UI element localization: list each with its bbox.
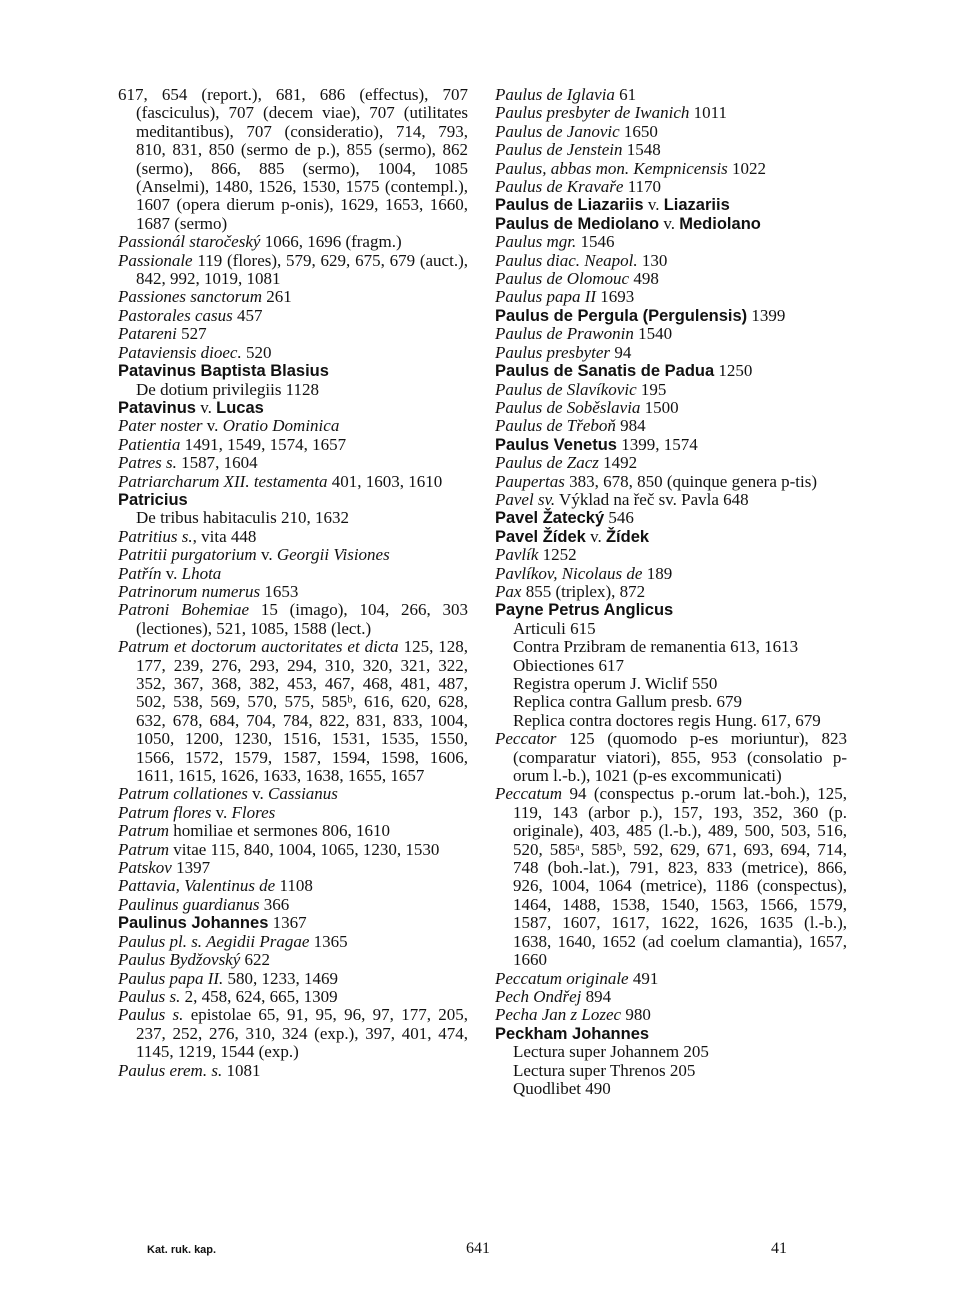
entry-text: Peccatum (495, 784, 563, 804)
entry-text: 894 (581, 986, 612, 1006)
entry-text: Pech Ondřej (495, 986, 582, 1006)
entry-text: 15 (imago), 104, 266, 303 (lectiones), 521, 1085, 1588 (lect.) (136, 600, 468, 638)
index-entry (118, 344, 468, 362)
index-subentries (495, 1043, 847, 1098)
index-entry (118, 454, 468, 472)
entry-text: 94 (conspectus p.-orum lat.-boh.), 125, 119, 143 (arbor p.), 157, 193, 352, 360 (p. originale), 403, 485 (l.-b.), 489, 500, 503, 516, 520, 585ᵃ, 585ᵇ, 592, 629, 671, 693, 694, 714, 748 (boh.-lat.), 791, 823, 833 (metrice), 866, 926, 1004, 1064 (metrice), 1186 (conspectus), 1464, 1488, 1538, 1540, 1563, 1566, 1579, 1587, 1607, 1617, 1622, 1626, 1635 (l.-b.), 1638, 1640, 1652 (ad coelum clamantia), 1657, 1660 (513, 784, 847, 970)
index-entry (495, 436, 847, 454)
entry-text: Paulus diac. Neapol. (495, 250, 638, 270)
entry-text: 1252 (538, 545, 577, 565)
index-entry (118, 325, 468, 343)
entry-text: Peccatum originale (495, 968, 629, 988)
index-entry (495, 988, 847, 1006)
right-column (495, 86, 847, 1098)
entry-text: Pavlíkov, Nicolaus de (495, 563, 643, 583)
entry-text: Paulus pl. s. Aegidii Pragae (118, 931, 310, 951)
index-entry (495, 509, 847, 527)
index-entry (118, 1006, 468, 1061)
index-subentry: Replica contra doctores regis Hung. 617, 679 (513, 710, 821, 730)
index-entry (118, 877, 468, 895)
entry-text: Patrum et doctorum auctoritates et dicta (118, 637, 399, 657)
entry-text: Paulus de Liazariis (495, 196, 644, 215)
entry-text: v. (247, 784, 269, 804)
index-entry (495, 381, 847, 399)
index-entry (495, 123, 847, 141)
index-heading (118, 491, 468, 509)
entry-text: 119 (flores), 579, 629, 675, 679 (auct.), 842, 992, 1019, 1081 (136, 250, 468, 289)
entry-text: Výklad na řeč sv. Pavla 648 (555, 489, 749, 509)
index-entry (118, 233, 468, 251)
entry-text: Paulus de Mediolano (495, 214, 660, 233)
entry-text: 855 (triplex), 872 (521, 581, 646, 601)
index-entry (118, 583, 468, 601)
entry-text: Patskov (118, 858, 172, 878)
entry-text: Paulus de Soběslavia (495, 397, 641, 417)
index-entry (495, 399, 847, 417)
entry-text: Flores (231, 802, 276, 822)
index-entry (495, 178, 847, 196)
entry-text: Patavinus Baptista Blasius (118, 362, 329, 381)
index-heading (118, 362, 468, 380)
index-subentry (118, 509, 468, 527)
entry-text: Paulus s. (118, 1005, 184, 1025)
index-entry (495, 252, 847, 270)
index-entry (495, 215, 847, 233)
entry-text: Pavel sv. (495, 489, 556, 509)
index-entry (118, 933, 468, 951)
footer-sheet-number: 41 (771, 1240, 787, 1257)
entry-text: 1650 (619, 121, 658, 141)
entry-text: Pavel Žatecký (495, 509, 605, 528)
entry-text: v. (211, 802, 232, 822)
entry-text: Paulus de Sanatis de Padua (495, 362, 715, 381)
index-entry (118, 565, 468, 583)
entry-text: Paulus presbyter de Iwanich (495, 103, 690, 123)
entry-text: 1540 (633, 324, 673, 344)
entry-text: 1500 (640, 397, 679, 417)
entry-text: Patritius s. (118, 526, 193, 546)
entry-text: 984 (615, 416, 646, 436)
index-subentry: Quodlibet 490 (513, 1078, 611, 1098)
entry-text: Patřín (118, 563, 162, 583)
index-entry (495, 270, 847, 288)
entry-text: Paulus de Prawonin (495, 324, 634, 344)
index-entry (118, 804, 468, 822)
entry-text: 980 (621, 1005, 651, 1025)
index-entry (118, 859, 468, 877)
index-heading (495, 601, 847, 619)
entry-text: 383, 678, 850 (quinque genera p-tis) (564, 471, 818, 491)
entry-text: Lucas (216, 398, 264, 417)
entry-text: v. (256, 545, 277, 565)
index-entry (495, 141, 847, 159)
index-entry (118, 399, 468, 417)
index-entry (118, 638, 468, 785)
entry-text: Paulus de Kravaře (495, 177, 624, 197)
index-entry (118, 601, 468, 638)
entry-text: Paulus de Jenstein (495, 140, 623, 160)
index-entry (495, 417, 847, 435)
entry-text: 1170 (623, 177, 662, 197)
entry-text: 527 (176, 324, 207, 344)
entry-text: 1397 (171, 858, 211, 878)
index-entry (495, 546, 847, 564)
entry-text: Pavlík (495, 545, 539, 565)
entry-text: 491 (628, 968, 659, 988)
index-entry (118, 528, 468, 546)
entry-text: homiliae et sermones 806, 1610 (169, 821, 390, 841)
entry-text: De dotium privilegiis 1128 (136, 379, 320, 399)
entry-text: epistolae 65, 91, 95, 96, 97, 177, 205, 237, 252, 276, 310, 324 (exp.), 397, 401, 474, 1145, 1219, 1544 (exp.) (136, 1005, 469, 1062)
entry-text: 1066, 1696 (fragm.) (260, 232, 402, 252)
entry-text: Paulus de Pergula (Pergulensis) (495, 306, 748, 325)
index-subentry (118, 381, 468, 399)
entry-text: 617, 654 (report.), 681, 686 (effectus), 707 (fasciculus), 707 (decem viae), 707 (utilitates meditantibus), 707 (consideratio), 714, 793, 810, 831, 850 (sermo de p.), 855 (sermo), 862 (sermo), 866, 885 (sermo), 1004, 1085 (Anselmi), 1480, 1526, 1530, 1575 (contempl.), 1607 (opera dierum p-onis), 1629, 1653, 1660, 1687 (sermo) (118, 85, 468, 233)
entry-text: 1250 (714, 361, 753, 381)
index-entry (118, 307, 468, 325)
entry-text: Paulus papa II (495, 287, 597, 307)
entry-text: Pax (495, 581, 522, 601)
index-heading (495, 1025, 847, 1043)
entry-text: Cassianus (268, 784, 338, 804)
index-entry (118, 785, 468, 803)
entry-text: 61 (614, 85, 637, 104)
entry-text: Patareni (118, 324, 177, 344)
entry-text: v. (643, 195, 664, 215)
entry-text: Paulinus Johannes (118, 914, 269, 933)
index-entry (495, 196, 847, 214)
footer-source: Kat. ruk. kap. (147, 1244, 217, 1256)
index-entry (118, 841, 468, 859)
entry-text: 1399 (747, 305, 786, 325)
entry-text: Paulus de Olomouc (495, 269, 630, 289)
entry-text: 1546 (576, 232, 615, 252)
entry-text: Patrum flores (118, 802, 212, 822)
index-subentry: Obiectiones 617 (513, 655, 624, 675)
entry-text: Georgii Visiones (276, 545, 390, 565)
entry-text: v. (161, 563, 182, 583)
index-entry (495, 160, 847, 178)
entry-text: 622 (240, 950, 271, 970)
entry-text: Paupertas (495, 471, 565, 491)
entry-text: 2, 458, 624, 665, 1309 (180, 986, 338, 1006)
index-entry (495, 473, 847, 491)
entry-text: vitae 115, 840, 1004, 1065, 1230, 1530 (169, 839, 440, 859)
index-entry (495, 454, 847, 472)
entry-text: 189 (642, 563, 673, 583)
index-subentry: Registra operum J. Wiclif 550 (513, 674, 718, 693)
entry-text: Passionale (118, 250, 193, 270)
index-entry (495, 362, 847, 380)
entry-text: Pastorales casus (118, 305, 233, 325)
entry-text: Paulus Venetus (495, 435, 617, 454)
index-subentry: Lectura super Johannem 205 (513, 1042, 709, 1062)
entry-text: Peckham Johannes (495, 1024, 650, 1043)
entry-text: Patricius (118, 490, 188, 509)
entry-text: Paulus de Iglavia (495, 85, 615, 104)
entry-text: v. (202, 416, 223, 436)
entry-text: Pattavia, Valentinus de (118, 876, 276, 896)
entry-text: Paulus presbyter (495, 342, 611, 362)
entry-text: 1491, 1549, 1574, 1657 (180, 434, 347, 454)
index-entry (495, 583, 847, 601)
index-subentries (495, 620, 847, 730)
entry-text: Paulus s. (118, 986, 181, 1006)
entry-text: Patientia (118, 434, 181, 454)
index-entry (495, 344, 847, 362)
entry-text: Paulus de Slavíkovic (495, 379, 637, 399)
entry-text: 195 (636, 379, 667, 399)
entry-text: , vita 448 (192, 526, 257, 546)
index-entry (118, 546, 468, 564)
entry-text: 1108 (275, 876, 313, 896)
index-entry (118, 86, 468, 233)
index-entry (118, 288, 468, 306)
entry-text: 498 (629, 269, 659, 289)
left-column (118, 86, 468, 1080)
entry-text: Payne Petrus Anglicus (495, 601, 674, 620)
entry-text: 1492 (598, 453, 638, 473)
entry-text: Patroni Bohemiae (118, 600, 250, 620)
entry-text: Patrum (118, 839, 169, 859)
entry-text: Paulus de Janovic (495, 121, 620, 141)
entry-text: Patavinus (118, 398, 196, 417)
index-entry (118, 473, 468, 491)
footer-page-number: 641 (466, 1240, 490, 1257)
index-entry (118, 252, 468, 289)
entry-text: 366 (259, 894, 290, 914)
entry-text: Lhota (181, 563, 222, 583)
entry-text: Patres s. (118, 453, 177, 473)
entry-text: Paulus de Třeboň (495, 416, 616, 436)
index-entry (495, 491, 847, 509)
index-entry (495, 730, 847, 785)
entry-text: Patrum collationes (118, 784, 248, 804)
index-subentry: Articuli 615 (513, 618, 596, 638)
entry-text: Pavel Žídek (495, 527, 586, 546)
index-subentry: Contra Przibram de remanentia 613, 1613 (513, 637, 799, 657)
entry-text: 1367 (268, 913, 307, 933)
entry-text: Paulus de Zacz (495, 453, 599, 473)
index-entry (118, 436, 468, 454)
entry-text: Paulus, abbas mon. Kempnicensis (495, 158, 728, 178)
entry-text: v. (659, 213, 680, 233)
entry-text: 1365 (309, 931, 348, 951)
entry-text: Passionál staročeský (118, 232, 261, 252)
index-entry (495, 233, 847, 251)
index-entry (495, 785, 847, 969)
index-entry (118, 970, 468, 988)
entry-text: Pater noster (118, 416, 203, 436)
index-entry (118, 417, 468, 435)
entry-text: 1011 (689, 103, 727, 123)
entry-text: Oratio Dominica (222, 416, 340, 436)
entry-text: 261 (262, 287, 292, 307)
entry-text: 520 (241, 342, 272, 362)
index-entry (495, 970, 847, 988)
entry-text: 546 (604, 508, 634, 528)
index-entry (118, 1062, 468, 1080)
entry-text: Žídek (605, 527, 650, 546)
entry-text: Patrinorum numerus (118, 581, 261, 601)
entry-text: 1693 (596, 287, 635, 307)
entry-text: Paulinus guardianus (118, 894, 260, 914)
index-entry (118, 822, 468, 840)
entry-text: Patritii purgatorium (118, 545, 257, 565)
entry-text: 125, 128, 177, 239, 276, 293, 294, 310, 320, 321, 322, 352, 367, 368, 382, 453, 467, 468, 481, 487, 502, 538, 569, 570, 575, 585ᵇ, 616, 620, 628, 632, 678, 684, 704, 784, 822, 831, 833, 1004, 1050, 1200, 1230, 1516, 1531, 1535, 1550, 1566, 1572, 1579, 1587, 1594, 1598, 1606, 1611, 1615, 1626, 1633, 1638, 1655, 1657 (136, 637, 469, 786)
index-entry (495, 86, 847, 104)
index-entry (118, 896, 468, 914)
entry-text: De tribus habitaculis 210, 1632 (136, 508, 349, 528)
entry-text: Peccator (495, 729, 557, 749)
index-entry (495, 528, 847, 546)
index-entry (495, 565, 847, 583)
entry-text: 401, 1603, 1610 (327, 471, 443, 491)
index-subentry: Lectura super Threnos 205 (513, 1060, 696, 1080)
index-entry (118, 951, 468, 969)
entry-text: 1399, 1574 (616, 434, 698, 454)
index-entry (495, 1006, 847, 1024)
entry-text: Paulus papa II. (118, 968, 224, 988)
index-subentry: Replica contra Gallum presb. 679 (513, 692, 742, 712)
entry-text: 1081 (222, 1060, 261, 1080)
index-entry (118, 914, 468, 932)
entry-text: 1022 (727, 158, 767, 178)
entry-text: 580, 1233, 1469 (223, 968, 339, 988)
entry-text: 130 (637, 250, 668, 270)
index-entry (495, 307, 847, 325)
entry-text: 1653 (260, 581, 299, 601)
index-entry (495, 325, 847, 343)
entry-text: Patrum (118, 821, 169, 841)
entry-text: v. (195, 397, 217, 417)
entry-text: Paulus mgr. (495, 232, 577, 252)
entry-text: Pecha Jan z Lozec (495, 1005, 622, 1025)
entry-text: Paulus Bydžovský (118, 950, 241, 970)
entry-text: Liazariis (663, 196, 730, 215)
index-entry (495, 104, 847, 122)
entry-text: 125 (quomodo p-es moriuntur), 823 (comparatur viatori), 855, 953 (consolatio p-orum l.-b.), 1021 (p-es excommunicati) (513, 729, 847, 786)
entry-text: Paulus erem. s. (118, 1060, 223, 1080)
entry-text: Pataviensis dioec. (118, 342, 242, 362)
entry-text: Patriarcharum XII. testamenta (118, 471, 328, 491)
index-entry (118, 988, 468, 1006)
index-entry (495, 288, 847, 306)
entry-text: Passiones sanctorum (118, 287, 263, 307)
entry-text: 1587, 1604 (176, 453, 258, 473)
entry-text: v. (585, 526, 606, 546)
entry-text: 457 (232, 305, 263, 325)
entry-text: 94 (610, 342, 632, 362)
entry-text: 1548 (622, 140, 661, 160)
entry-text: Mediolano (679, 214, 761, 233)
